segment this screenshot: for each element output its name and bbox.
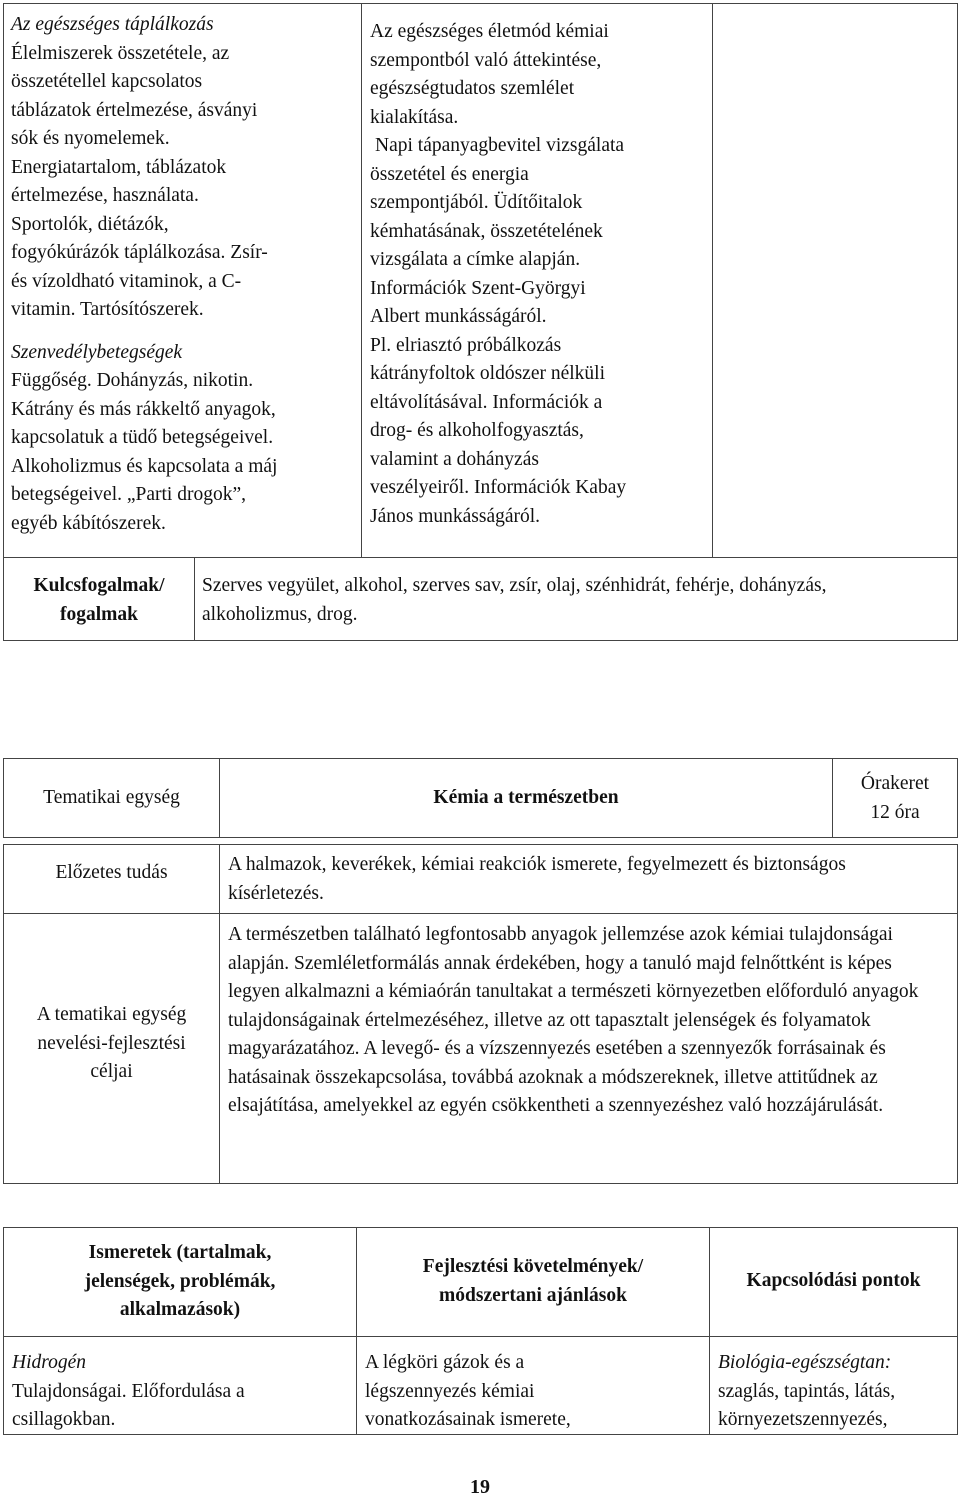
text-line: szempontjából. Üdítőitalok xyxy=(370,192,583,213)
text-line: kialakítása. xyxy=(370,106,459,128)
goals-paragraph: A természetben található legfontosabb anyagok jellemzése azok kémiai tulajdonságai alapján. Szemléletformálás annak érdekében, hogy a tanuló majd felnőttként is képes legyen alkalmazni a kémiaórán tanultakat a természeti környezetben előforduló anyagok tulajdonságainak értelmezéséhez, illetve az ott tapasztalt jelenségek és folyamatok magyarázatához. A levegő- és a vízszennyezés esetében a szennyezők forrásainak és hatásainak összekapcsolása, továbbá azoknak a módszereknek, illetve attitűdnek az elsajátítása, amelyekkel az egyén csökkentheti a szennyezéshez való hozzájárulását. xyxy=(228,924,919,1116)
text-line: Kátrány és más rákkeltő anyagok, xyxy=(11,398,276,420)
content-col3-cell xyxy=(709,1336,958,1435)
text-line: Alkoholizmus és kapcsolata a máj xyxy=(11,455,278,477)
content-col1-cell xyxy=(3,1336,357,1435)
text-line: szaglás, tapintás, látás, xyxy=(718,1380,896,1402)
top-middle-cell xyxy=(361,3,713,558)
content-col1 xyxy=(12,1349,352,1435)
unit-label: Tematikai egység xyxy=(43,787,180,808)
text-line: Az egészséges életmód kémiai xyxy=(370,21,609,42)
text-line: értelmezése, használata. xyxy=(11,185,199,206)
text-line: Napi tápanyagbevitel vizsgálata xyxy=(375,135,625,156)
text-line: és vízoldható vitaminok, a C- xyxy=(11,270,242,292)
left-col-content xyxy=(11,11,361,538)
text-line: betegségeivel. „Parti drogok”, xyxy=(11,484,246,505)
prior-knowledge-label: Előzetes tudás xyxy=(55,862,168,883)
header-line: módszertani ajánlások xyxy=(439,1284,627,1306)
text-line: egyéb kábítószerek. xyxy=(11,512,166,534)
goals-label-cell xyxy=(3,913,220,1184)
key-concepts-paragraph: Szerves vegyület, alkohol, szerves sav, zsír, olaj, szénhidrát, fehérje, dohányzás, alkoholizmus, drog. xyxy=(202,575,827,625)
text-line: Élelmiszerek összetétele, az xyxy=(11,42,230,64)
topic-title-biology: Biológia-egészségtan: xyxy=(718,1352,892,1373)
text-line: Pl. elriasztó próbálkozás xyxy=(370,334,562,356)
header-line: alkalmazások) xyxy=(119,1299,241,1320)
key-concepts-text xyxy=(202,572,922,629)
unit-title-cell xyxy=(219,758,833,838)
content-col3 xyxy=(718,1349,956,1435)
text-line: összetétellel kapcsolatos xyxy=(11,71,203,92)
key-concepts-label-line: fogalmak xyxy=(60,603,138,625)
topic-title-hydrogen: Hidrogén xyxy=(12,1352,87,1373)
header-line: Fejlesztési követelmények/ xyxy=(422,1256,644,1277)
text-line: drog- és alkoholfogyasztás, xyxy=(370,420,584,441)
text-line: Tulajdonságai. Előfordulása a xyxy=(12,1380,245,1402)
content-col2 xyxy=(365,1349,705,1435)
goals-label-line: céljai xyxy=(90,1061,133,1082)
header-connections xyxy=(710,1267,957,1296)
text-line: sók és nyomelemek. xyxy=(11,128,170,149)
key-concepts-label-cell xyxy=(3,557,195,641)
middle-col-content xyxy=(370,18,710,531)
text-line: A légköri gázok és a xyxy=(365,1352,525,1373)
hours-block xyxy=(833,770,957,827)
prior-knowledge-label-cell xyxy=(3,844,220,914)
key-concepts-label xyxy=(4,572,194,629)
top-left-cell xyxy=(3,3,362,558)
text-line: Sportolók, diétázók, xyxy=(11,213,169,235)
text-line: kapcsolatuk a tüdő betegségeivel. xyxy=(11,427,274,448)
prior-knowledge-text xyxy=(228,851,908,908)
text-line: vitamin. Tartósítószerek. xyxy=(11,299,204,320)
text-line: kémhatásának, összetételének xyxy=(370,220,603,242)
text-line: Energiatartalom, táblázatok xyxy=(11,156,227,178)
text-line: egészségtudatos szemlélet xyxy=(370,78,575,99)
text-line: veszélyeiről. Információk Kabay xyxy=(370,477,627,498)
header-line: Ismeretek (tartalmak, xyxy=(88,1242,272,1263)
goals-label-line: A tematikai egység xyxy=(36,1004,187,1025)
text-line: eltávolításával. Információk a xyxy=(370,391,603,413)
hours-label: Órakeret xyxy=(860,773,930,794)
key-concepts-label-line: Kulcsfogalmak/ xyxy=(33,575,165,596)
text-line: vizsgálata a címke alapján. xyxy=(370,249,581,270)
text-line: János munkásságáról. xyxy=(370,505,541,527)
header-requirements xyxy=(357,1253,709,1310)
header-connections-cell xyxy=(709,1227,958,1337)
unit-label-cell xyxy=(3,758,220,838)
header-content xyxy=(4,1239,356,1325)
text-line: kátrányfoltok oldószer nélküli xyxy=(370,363,606,384)
key-concepts-text-cell xyxy=(194,557,958,641)
text-line: vonatkozásainak ismerete, xyxy=(365,1409,571,1430)
goals-text xyxy=(228,921,948,1121)
page-number: 19 xyxy=(470,1476,490,1498)
header-requirements-cell xyxy=(356,1227,710,1337)
text-line: légszennyezés kémiai xyxy=(365,1380,535,1402)
goals-label xyxy=(4,1001,219,1087)
prior-knowledge-text-cell xyxy=(219,844,958,914)
text-line: táblázatok értelmezése, ásványi xyxy=(11,99,258,121)
text-line: környezetszennyezés, xyxy=(718,1409,888,1430)
section-title-addictions: Szenvedélybetegségek xyxy=(11,341,183,363)
text-line: Függőség. Dohányzás, nikotin. xyxy=(11,370,254,391)
section-title-nutrition: Az egészséges táplálkozás xyxy=(11,14,214,35)
text-line: Albert munkásságáról. xyxy=(370,306,547,327)
hours-cell xyxy=(832,758,958,838)
goals-label-line: nevelési-fejlesztési xyxy=(37,1032,186,1054)
hours-value: 12 óra xyxy=(870,801,920,823)
header-line: Kapcsolódási pontok xyxy=(746,1270,921,1291)
top-right-cell xyxy=(712,3,958,558)
prior-knowledge-paragraph: A halmazok, keverékek, kémiai reakciók ismerete, fegyelmezett és biztonságos kísérletezés. xyxy=(228,854,846,904)
unit-title: Kémia a természetben xyxy=(433,787,619,808)
text-line: szempontból való áttekintése, xyxy=(370,49,602,71)
text-line: fogyókúrázók táplálkozása. Zsír- xyxy=(11,242,268,263)
header-line: jelenségek, problémák, xyxy=(84,1270,276,1292)
text-line: valamint a dohányzás xyxy=(370,448,539,470)
content-col2-cell xyxy=(356,1336,710,1435)
text-line: összetétel és energia xyxy=(370,163,529,185)
goals-text-cell xyxy=(219,913,958,1184)
text-line: csillagokban. xyxy=(12,1409,116,1430)
text-line: Információk Szent-Györgyi xyxy=(370,277,586,299)
header-content-cell xyxy=(3,1227,357,1337)
